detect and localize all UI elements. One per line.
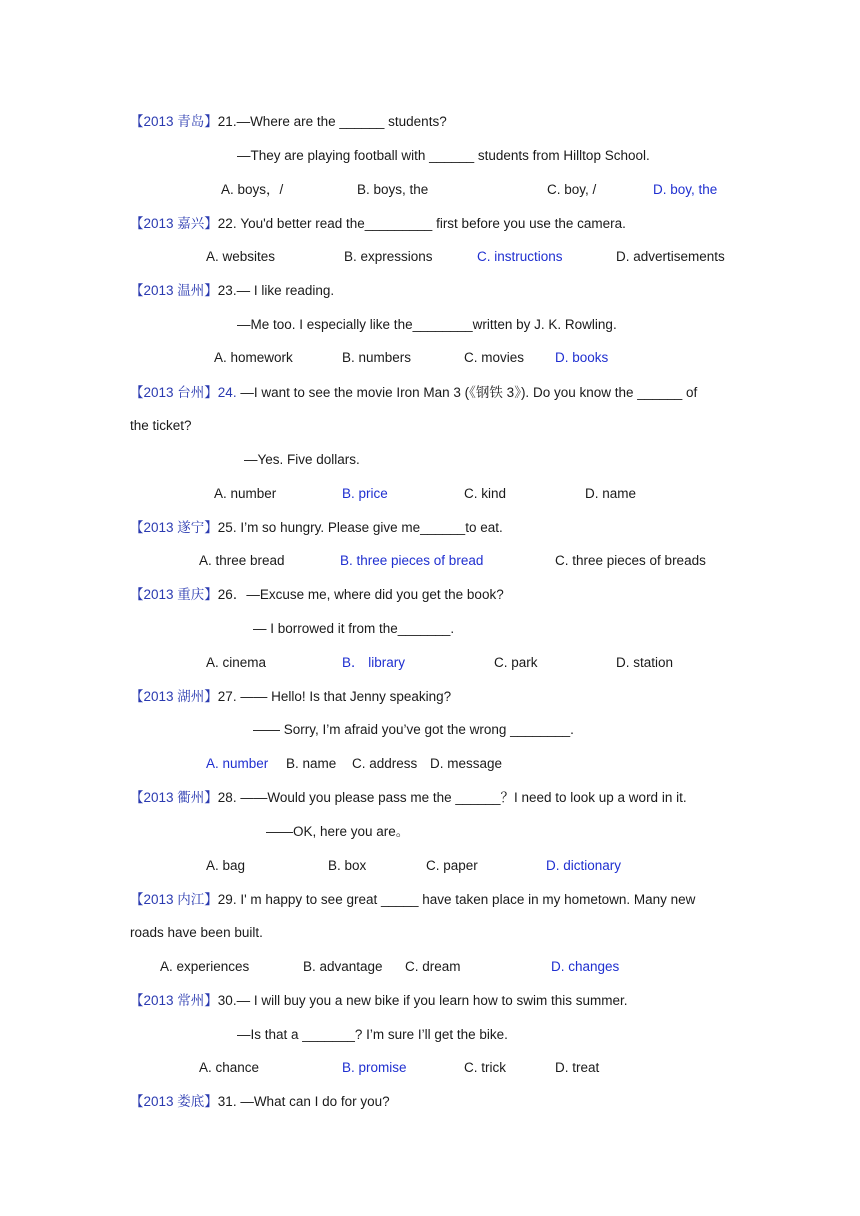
question-24-stem — [130, 384, 697, 402]
question-26-reply: — I borrowed it from the_______. — [253, 621, 455, 636]
question-tag: 【2013 湖州】 — [130, 689, 218, 704]
option-b: B. name — [286, 756, 337, 771]
question-22-stem — [130, 215, 626, 233]
option-c: C. park — [494, 655, 538, 670]
option-a: A. number — [214, 486, 277, 501]
option-a-answer: A. number — [206, 756, 269, 771]
option-a: A. bag — [206, 858, 246, 873]
option-c: C. movies — [464, 350, 525, 365]
option-a: A. websites — [206, 249, 276, 264]
question-text: 25. I’m so hungry. Please give me______to eat. — [217, 520, 503, 535]
option-d-answer: D. books — [555, 350, 609, 365]
option-c: C. dream — [405, 959, 461, 974]
option-b-answer: B. three pieces of bread — [340, 553, 484, 568]
question-text: 31. —What can I do for you? — [217, 1094, 390, 1109]
question-24-stem-continued: the ticket? — [130, 418, 192, 433]
option-a: A. three bread — [199, 553, 285, 568]
question-tag: 【2013 重庆】 — [130, 587, 218, 602]
option-c: C. paper — [426, 858, 478, 873]
option-d: D. treat — [555, 1060, 600, 1075]
question-text: 29. I' m happy to see great _____ have taken place in my hometown. Many new — [217, 892, 696, 907]
question-29-stem — [130, 891, 695, 909]
option-d: D. station — [616, 655, 674, 670]
question-31-stem — [130, 1093, 390, 1111]
option-c: C. three pieces of breads — [555, 553, 706, 568]
option-a: A. experiences — [160, 959, 250, 974]
option-d: D. message — [430, 756, 503, 771]
option-c: C. kind — [464, 486, 507, 501]
option-b: B. box — [328, 858, 367, 873]
question-28-stem — [130, 789, 687, 807]
question-30-reply: —Is that a _______? I’m sure I’ll get the bike. — [237, 1027, 508, 1042]
question-text: —I want to see the movie Iron Man 3 (《钢铁 3》). Do you know the ______ of — [236, 385, 698, 400]
option-a: A. chance — [199, 1060, 260, 1075]
question-tag: 【2013 嘉兴】 — [130, 216, 218, 231]
question-text: 26．—Excuse me, where did you get the book? — [217, 587, 504, 602]
question-26-stem — [130, 586, 504, 604]
option-a: A. boys，/ — [221, 182, 284, 197]
option-b-answer: B. promise — [342, 1060, 407, 1075]
question-tag: 【2013 遂宁】 — [130, 520, 218, 535]
question-tag: 【2013 衢州】 — [130, 790, 218, 805]
question-text: 30.— I will buy you a new bike if you learn how to swim this summer. — [217, 993, 628, 1008]
question-21-stem — [130, 113, 447, 131]
option-d-answer: D. changes — [551, 959, 620, 974]
option-d-answer: D. dictionary — [546, 858, 622, 873]
question-text: 23.— I like reading. — [217, 283, 335, 298]
question-29-stem-continued: roads have been built. — [130, 925, 263, 940]
question-text: 28. ——Would you please pass me the ______？I need to look up a word in it. — [217, 790, 687, 805]
option-d-answer: D. boy, the — [653, 182, 718, 197]
option-b: B. advantage — [303, 959, 383, 974]
question-tag: 【2013 内江】 — [130, 892, 218, 907]
question-27-stem — [130, 688, 451, 706]
option-c: C. boy, / — [547, 182, 597, 197]
option-c: C. trick — [464, 1060, 506, 1075]
option-b: B. numbers — [342, 350, 412, 365]
question-tag: 【2013 常州】 — [130, 993, 218, 1008]
question-tag: 【2013 台州】 — [130, 385, 218, 400]
question-23-stem — [130, 282, 334, 300]
question-text: 22. You'd better read the_________ first before you use the camera. — [217, 216, 626, 231]
question-23-reply: —Me too. I especially like the________written by J. K. Rowling. — [237, 317, 617, 332]
option-b-answer: B． library — [342, 655, 406, 670]
option-c: C. address — [352, 756, 418, 771]
option-b-answer: B. price — [342, 486, 388, 501]
question-30-stem — [130, 992, 627, 1010]
question-text: 21.—Where are the ______ students? — [217, 114, 447, 129]
question-tag: 【2013 温州】 — [130, 283, 218, 298]
option-b: B. boys, the — [357, 182, 429, 197]
question-28-reply: ——OK, here you are。 — [266, 824, 410, 839]
option-d: D. name — [585, 486, 637, 501]
question-text: 27. —— Hello! Is that Jenny speaking? — [217, 689, 452, 704]
option-b: B. expressions — [344, 249, 433, 264]
question-tag: 【2013 青岛】 — [130, 114, 218, 129]
question-25-stem — [130, 519, 503, 537]
question-24-reply: —Yes. Five dollars. — [244, 452, 360, 467]
question-tag: 【2013 娄底】 — [130, 1094, 218, 1109]
option-d: D. advertisements — [616, 249, 725, 264]
question-number: 24. — [217, 385, 237, 400]
option-c-answer: C. instructions — [477, 249, 563, 264]
question-21-reply: —They are playing football with ______ students from Hilltop School. — [237, 148, 650, 163]
option-a: A. homework — [214, 350, 293, 365]
question-27-reply: —— Sorry, I’m afraid you’ve got the wrong ________. — [253, 722, 574, 737]
option-a: A. cinema — [206, 655, 267, 670]
